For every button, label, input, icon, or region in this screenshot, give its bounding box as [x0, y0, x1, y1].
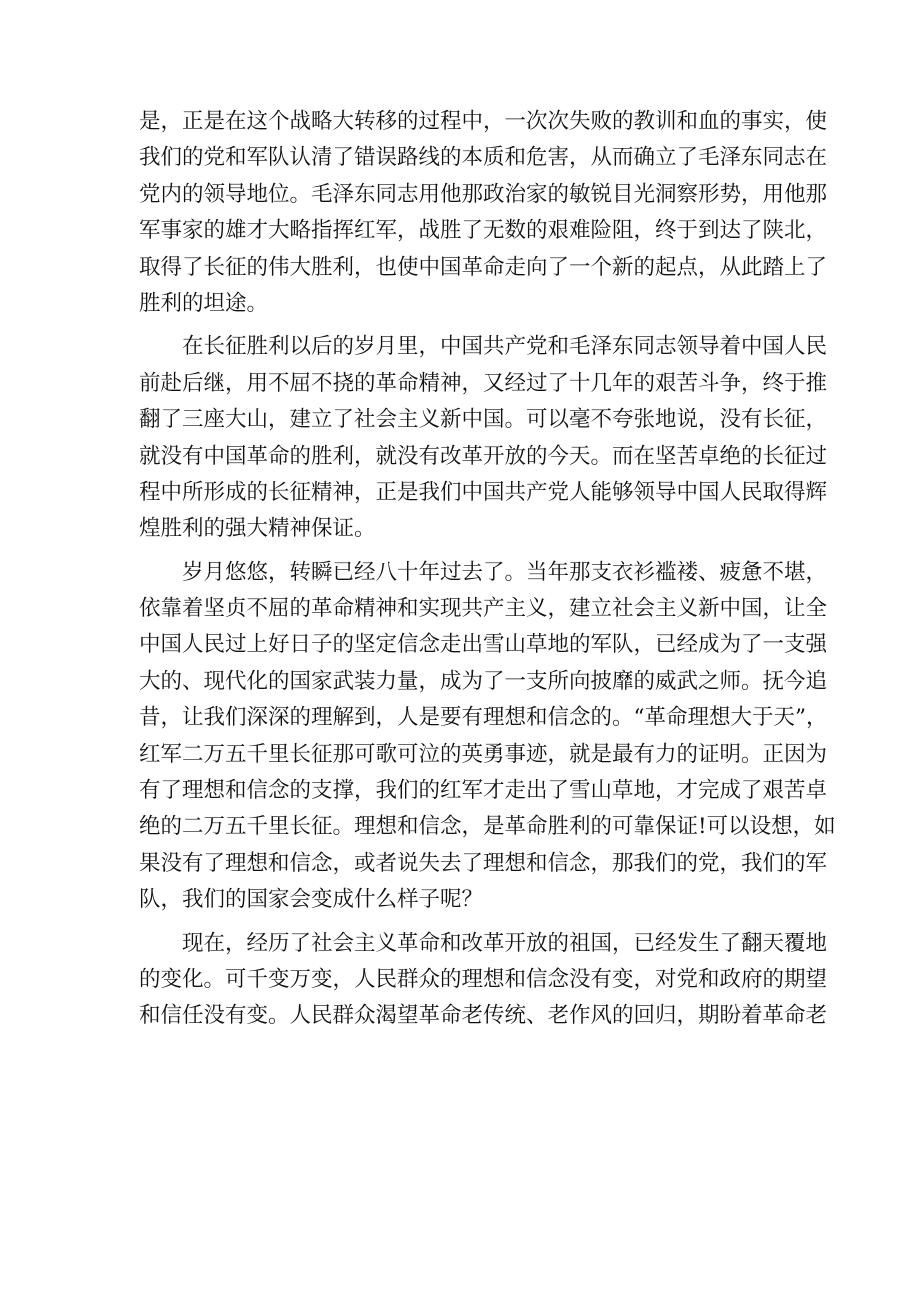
- text-line: 前赴后继，用不屈不挠的革命精神，又经过了十几年的艰苦斗争，终于推: [139, 370, 828, 396]
- paragraph-4: [139, 926, 828, 1035]
- text-line: 胜利的坦途。: [139, 290, 269, 316]
- paragraph-1: [139, 104, 828, 322]
- paragraph-2: [139, 329, 828, 547]
- text-line: 军事家的雄才大略指挥红军，战胜了无数的艰难险阻，终于到达了陕北，: [139, 218, 828, 244]
- text-line: 程中所形成的长征精神，正是我们中国共产党人能够领导中国人民取得辉: [139, 479, 828, 505]
- text-line: 取得了长征的伟大胜利，也使中国革命走向了一个新的起点，从此踏上了: [139, 254, 828, 280]
- text-line: 绝的二万五千里长征。理想和信念，是革命胜利的可靠保证!可以设想，如: [139, 814, 836, 840]
- document-body: [139, 104, 836, 1035]
- text-line: 昔，让我们深深的理解到，人是要有理想和信念的。“革命理想大于天”，: [139, 705, 828, 731]
- text-line: 的变化。可千变万变，人民群众的理想和信念没有变，对党和政府的期望: [139, 966, 828, 992]
- text-line: 是，正是在这个战略大转移的过程中，一次次失败的教训和血的事实，使: [139, 109, 828, 134]
- paragraph-gap: [139, 322, 781, 329]
- text-line: 红军二万五千里长征那可歌可泣的英勇事迹，就是最有力的证明。正因为: [139, 741, 828, 767]
- text-line: 和信任没有变。人民群众渴望革命老传统、老作风的回归，期盼着革命老: [139, 1003, 828, 1029]
- paragraph-gap: [139, 548, 781, 555]
- text-line: 中国人民过上好日子的坚定信念走出雪山草地的军队，已经成为了一支强: [139, 632, 828, 658]
- text-line: 就没有中国革命的胜利，就没有改革开放的今天。而在坚苦卓绝的长征过: [139, 443, 828, 469]
- paragraph-gap: [139, 919, 781, 926]
- text-line: 队，我们的国家会变成什么样子呢？: [139, 887, 484, 913]
- text-line: 煌胜利的强大精神保证。: [139, 516, 376, 542]
- paragraph-3: [139, 555, 836, 919]
- text-line: 有了理想和信念的支撑，我们的红军才走出了雪山草地，才完成了艰苦卓: [139, 778, 828, 804]
- text-line: 翻了三座大山，建立了社会主义新中国。可以毫不夸张地说，没有长征，: [139, 407, 828, 433]
- text-line: 果没有了理想和信念，或者说失去了理想和信念，那我们的党，我们的军: [139, 850, 828, 876]
- text-line: 依靠着坚贞不屈的革命精神和实现共产主义，建立社会主义新中国，让全: [139, 596, 828, 622]
- text-line: 我们的党和军队认清了错误路线的本质和危害，从而确立了毛泽东同志在: [139, 145, 828, 171]
- text-line: 现在，经历了社会主义革命和改革开放的祖国，已经发生了翻天覆地: [182, 930, 828, 956]
- text-line: 岁月悠悠，转瞬已经八十年过去了。当年那支衣衫褴褛、疲惫不堪，: [182, 559, 828, 585]
- text-line: 在长征胜利以后的岁月里，中国共产党和毛泽东同志领导着中国人民: [182, 334, 828, 360]
- text-line: 党内的领导地位。毛泽东同志用他那政治家的敏锐目光洞察形势，用他那: [139, 181, 828, 207]
- text-line: 大的、现代化的国家武装力量，成为了一支所向披靡的威武之师。抚今追: [139, 668, 828, 694]
